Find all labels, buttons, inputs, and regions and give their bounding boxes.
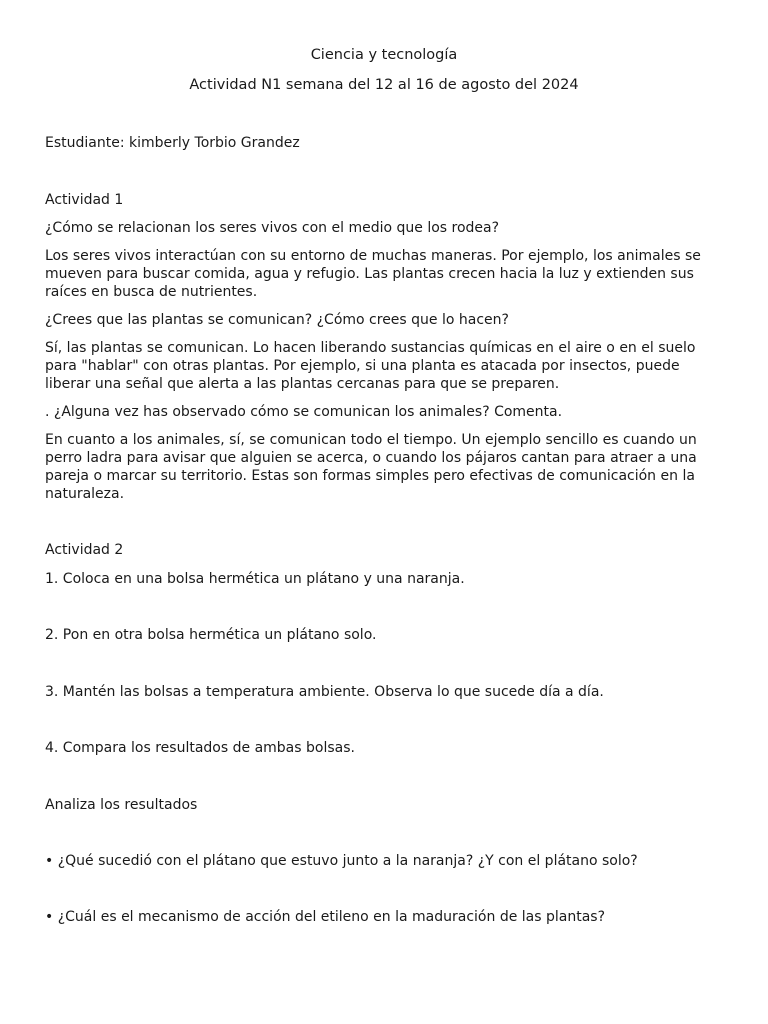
activity1-answer-1: Los seres vivos interactúan con su entorno de muchas maneras. Por ejemplo, los animales se mueven para buscar comida, agua y refugio. Las plantas crecen hacia la luz y extienden sus raíces en busca de nutrientes. — [45, 248, 701, 300]
activity1-question-1: ¿Cómo se relacionan los seres vivos con el medio que los rodea? — [45, 220, 500, 236]
activity2-step-2: 2. Pon en otra bolsa hermética un plátano solo. — [45, 627, 377, 643]
activity2-step-3: 3. Mantén las bolsas a temperatura ambiente. Observa lo que sucede día a día. — [45, 684, 604, 700]
activity1-answer-2: Sí, las plantas se comunican. Lo hacen liberando sustancias químicas en el aire o en el suelo para "hablar" con otras plantas. Por ejemplo, si una planta es atacada por insectos, puede liberar una señal que alerta a las plantas cercanas para que se preparen. — [45, 340, 696, 392]
activity1-heading: Actividad 1 — [45, 192, 124, 208]
activity2-step-1: 1. Coloca en una bolsa hermética un plátano y una naranja. — [45, 571, 465, 587]
page-title: Ciencia y tecnología — [310, 47, 458, 63]
analysis-heading: Analiza los resultados — [45, 797, 198, 813]
activity1-question-3: . ¿Alguna vez has observado cómo se comunican los animales? Comenta. — [45, 404, 563, 420]
analysis-question-2: • ¿Cuál es el mecanismo de acción del etileno en la maduración de las plantas? — [45, 909, 606, 925]
page-subtitle: Actividad N1 semana del 12 al 16 de agosto del 2024 — [189, 77, 579, 93]
analysis-question-1: • ¿Qué sucedió con el plátano que estuvo junto a la naranja? ¿Y con el plátano solo? — [45, 853, 638, 869]
activity1-question-2: ¿Crees que las plantas se comunican? ¿Cómo crees que lo hacen? — [45, 312, 509, 328]
activity2-heading: Actividad 2 — [45, 542, 124, 558]
activity2-step-4: 4. Compara los resultados de ambas bolsas. — [45, 740, 355, 756]
activity1-answer-3: En cuanto a los animales, sí, se comunican todo el tiempo. Un ejemplo sencillo es cuando un perro ladra para avisar que alguien se acerca, o cuando los pájaros cantan para atraer a una pareja o marcar su territorio. Estas son formas simples pero efectivas de comunicación en la naturaleza. — [45, 432, 697, 502]
student-name: Estudiante: kimberly Torbio Grandez — [45, 135, 300, 151]
